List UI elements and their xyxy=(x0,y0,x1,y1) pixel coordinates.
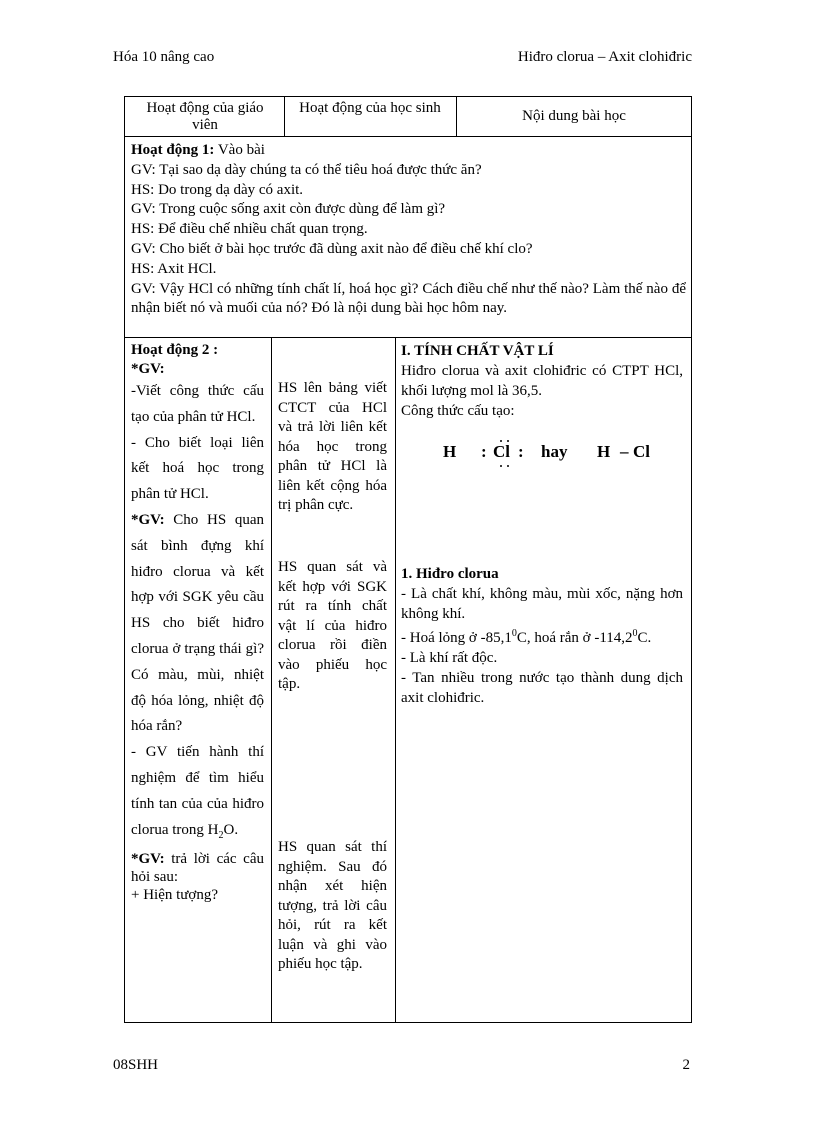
gv-label: *GV: xyxy=(131,851,165,868)
teacher-task: -Viết công thức cấu tạo của phân tử HCl. xyxy=(131,383,264,425)
electron-dot xyxy=(507,465,509,467)
electron-dot xyxy=(500,465,502,467)
dialogue-line: GV: Trong cuộc sống axit còn được dùng để làm gì? xyxy=(131,201,446,218)
teacher-task: + Hiện tượng? xyxy=(131,887,219,904)
header-lesson-content: Nội dung bài học xyxy=(522,108,626,124)
electron-dot xyxy=(500,440,502,442)
teacher-task-end: O. xyxy=(223,821,239,838)
table-divider xyxy=(456,96,457,137)
superscript: 0 xyxy=(632,628,638,639)
student-response: HS quan sát và kết hợp với SGK rút ra tính chất vật lí của hiđro clorua rồi điền vào phiếu học tập. xyxy=(278,559,387,692)
section-title: I. TÍNH CHẤT VẬT LÍ xyxy=(401,343,554,359)
header-student-activity: Hoạt động của học sinh xyxy=(299,100,441,116)
page-number: 2 xyxy=(682,1057,690,1073)
table-divider xyxy=(124,136,692,137)
activity-1-title: Hoạt động 1: xyxy=(131,142,215,158)
teacher-task: - GV tiến hành thí nghiệm để tìm hiểu tính tan của của hiđro clorua trong H xyxy=(131,744,264,838)
teacher-activity-column xyxy=(131,341,264,904)
content-section-2 xyxy=(401,564,683,708)
activity-1-section xyxy=(131,141,686,319)
property-item: C, hoá rắn ở -114,2 xyxy=(516,630,633,646)
dialogue-line: GV: Cho biết ở bài học trước đã dùng axit nào để điều chế khí clo? xyxy=(131,240,533,257)
formula-h: H xyxy=(597,442,611,461)
property-item: - Tan nhiều trong nước tạo thành dung dịch axit clohiđric. xyxy=(401,670,683,706)
gv-label: *GV: xyxy=(131,511,165,528)
property-item: - Là chất khí, không màu, mùi xốc, nặng hơn không khí. xyxy=(401,586,683,622)
teacher-task: trả lời các câu hỏi sau: xyxy=(131,851,264,886)
formula-colon: : xyxy=(518,442,524,461)
header-course: Hóa 10 nâng cao xyxy=(113,49,215,65)
content-paragraph: Hiđro clorua và axit clohiđric có CTPT HCl, khối lượng mol là 36,5. xyxy=(401,363,683,399)
teacher-task: - Cho biết loại liên kết hoá học trong phân tử HCl. xyxy=(131,434,264,503)
formula-cl: Cl xyxy=(493,442,510,461)
formula-h: H xyxy=(443,442,457,461)
property-item: C. xyxy=(637,630,652,646)
table-divider xyxy=(395,337,396,1023)
teacher-task: Cho HS quan sát bình đựng khí hiđro clorua và kết hợp với SGK yêu cầu HS cho biết hiđro clorua ở trạng thái gì? Có màu, mùi, nhiệt độ hóa lỏng, nhiệt độ hóa rắn? xyxy=(131,511,264,735)
header-lesson-title: Hiđro clorua – Axit clohiđric xyxy=(517,49,692,65)
table-divider xyxy=(124,337,692,338)
header-teacher-activity: Hoạt động của giáo viên xyxy=(146,100,264,133)
formula-cl: Cl xyxy=(633,442,650,461)
activity-2-title: Hoạt động 2 : xyxy=(131,342,219,358)
footer-code: 08SHH xyxy=(113,1057,159,1073)
formula-bond: – xyxy=(620,442,629,461)
student-response: HS quan sát thí nghiệm. Sau đó nhận xét hiện tượng, trả lời câu hỏi, rút ra kết luận và ghi vào phiếu học tập. xyxy=(278,839,387,972)
superscript: 0 xyxy=(511,628,517,639)
formula-hay: hay xyxy=(541,442,568,461)
dialogue-line: HS: Do trong dạ dày có axit. xyxy=(131,181,304,198)
activity-1-subtitle: Vào bài xyxy=(214,142,265,158)
subsection-title: 1. Hiđro clorua xyxy=(401,566,499,582)
content-paragraph: Công thức cấu tạo: xyxy=(401,403,515,419)
content-section-1 xyxy=(401,341,683,421)
table-divider xyxy=(271,337,272,1023)
property-item: - Hoá lỏng ở -85,1 xyxy=(401,630,512,646)
dialogue-line: GV: Vậy HCl có những tính chất lí, hoá học gì? Cách điều chế như thế nào? Làm thế nào để nhận biết nó và muối của nó? Đó là nội dung bài học hôm nay. xyxy=(131,280,686,317)
property-item: - Là khí rất độc. xyxy=(401,650,498,666)
student-response: HS lên bảng viết CTCT của HCl và trả lời liên kết hóa học trong phân tử HCl là liên kết cộng hóa trị phân cực. xyxy=(278,380,387,513)
dialogue-line: GV: Tại sao dạ dày chúng ta có thể tiêu hoá được thức ăn? xyxy=(131,161,482,178)
dialogue-line: HS: Để điều chế nhiều chất quan trọng. xyxy=(131,221,368,238)
dialogue-line: HS: Axit HCl. xyxy=(131,260,217,277)
electron-dot xyxy=(507,440,509,442)
subscript: 2 xyxy=(218,829,224,841)
formula-colon: : xyxy=(481,442,487,461)
table-divider xyxy=(284,96,285,137)
gv-label: *GV: xyxy=(131,361,165,377)
